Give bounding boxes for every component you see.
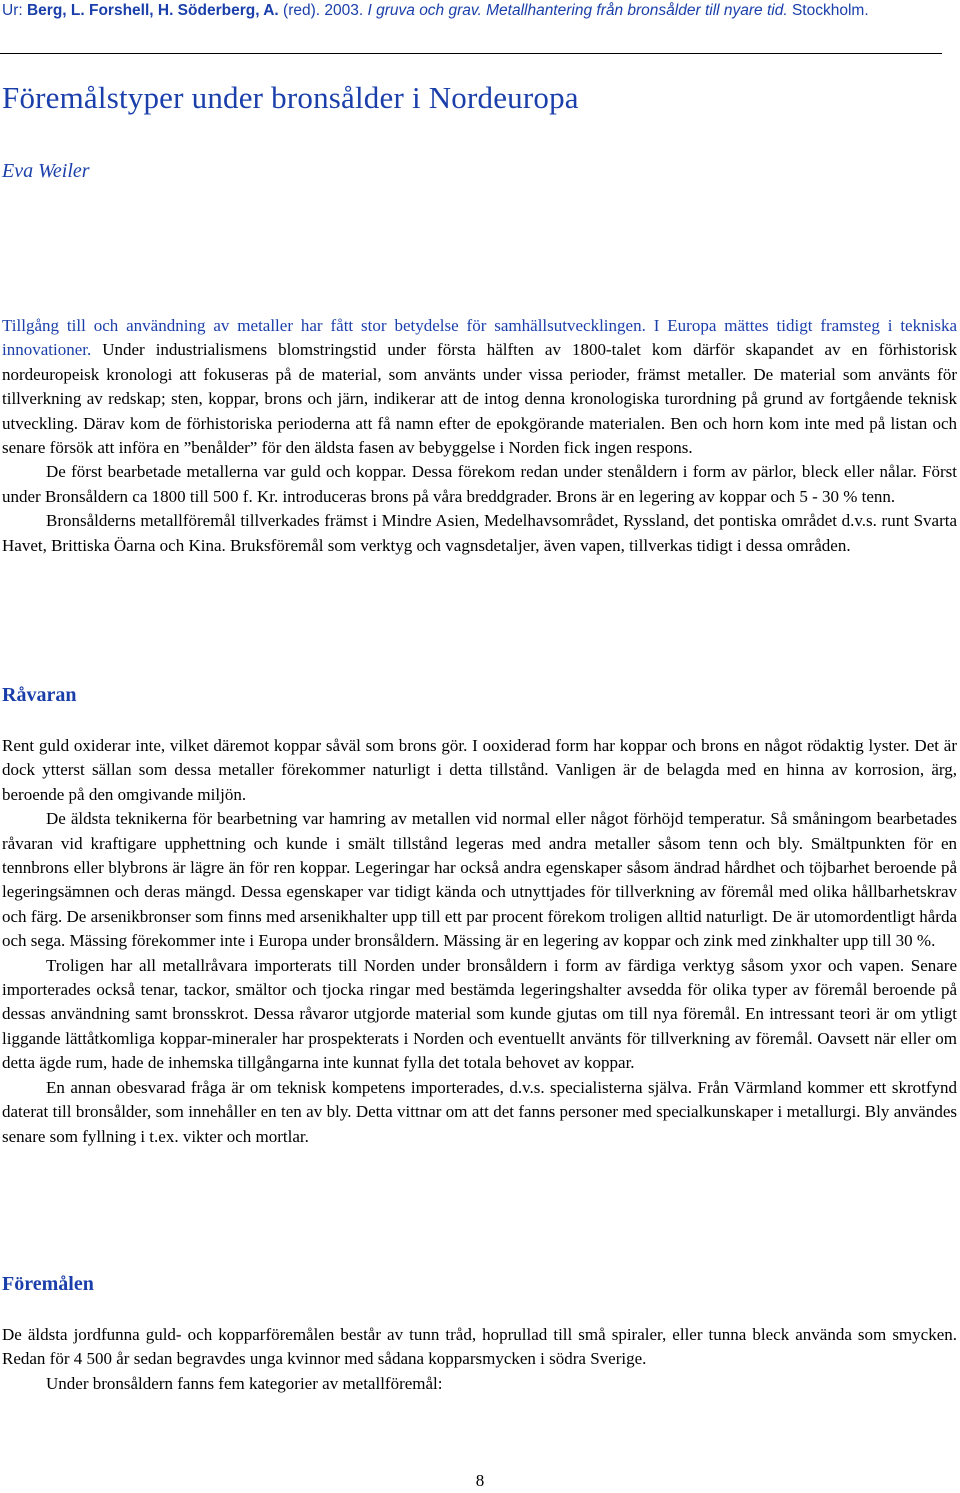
citation-place: Stockholm.: [787, 2, 869, 19]
foremalen-section: [2, 1323, 957, 1396]
intro-paragraph-2: De först bearbetade metallerna var guld och koppar. Dessa förekom redan under stenåldern i form av pärlor, bleck eller nålar. Först under Bronsåldern ca 1800 till 500 f. Kr. introduceras brons på våra breddgrader. Brons är en legering av koppar och 5 - 30 % tenn.: [2, 462, 957, 506]
section-heading-ravaran: Råvaran: [2, 684, 77, 706]
ravaran-paragraph-1: Rent guld oxiderar inte, vilket däremot koppar såväl som brons gör. I ooxiderad form har koppar och brons en något rödaktig lyster. Det är dock ytterst sällan som dessa metaller förekommer naturligt i detta tillstånd. Vanligen är de belagda med en hinna av korrosion, ärg, beroende på den omgivande miljön.: [2, 736, 957, 804]
intro-paragraph-1: [2, 314, 957, 460]
citation-editor-year: (red). 2003.: [278, 2, 368, 19]
header-rule: [0, 53, 942, 54]
article-title: Föremålstyper under bronsålder i Nordeuropa: [2, 80, 579, 115]
intro-paragraph-3: Bronsålderns metallföremål tillverkades främst i Mindre Asien, Medelhavsområdet, Ryssland, det pontiska området d.v.s. runt Svarta Havet, Brittiska Öarna och Kina. Bruksföremål som verktyg och vagnsdetaljer, även vapen, tillverkas tidigt i dessa områden.: [2, 511, 957, 555]
citation-book-title: I gruva och grav. Metallhantering från bronsålder till nyare tid.: [367, 2, 788, 19]
ravaran-paragraph-2: De äldsta teknikerna för bearbetning var hamring av metallen vid normal eller något förhöjd temperatur. Så småningom bearbetades råvaran vid kraftigare upphettning och kunde i smält tillstånd legeras med andra metaller såsom tenn och bly. Smältpunkten för en tennbrons eller blybrons är lägre än för ren koppar. Legeringar har också andra egenskaper såsom ändrad hårdhet och töjbarhet beroende på legeringsämnen och deras mängd. Dessa egenskaper var tidigt kända och utnyttjades för tillverkning av föremål med olika hållbarhetskrav och färg. De arsenikbronser som finns med arsenikhalter upp till ett par procent förekom troligen alltid naturligt. De är utomordentligt hårda och sega. Mässing förekommer inte i Europa under bronsåldern. Mässing är en legering av koppar och zink med zinkhalter upp till 30 %.: [2, 809, 957, 951]
foremalen-paragraph-2: Under bronsåldern fanns fem kategorier av metallföremål:: [46, 1373, 443, 1393]
intro-lead-text: Tillgång till och användning av metaller har fått stor betydelse för samhällsutvecklingen. I Europa mättes tidigt framsteg i tekniska innovationer.: [2, 316, 957, 360]
section-heading-foremalen: Föremålen: [2, 1273, 94, 1295]
ravaran-paragraph-4: En annan obesvarad fråga är om teknisk kompetens importerades, d.v.s. specialisterna själva. Från Värmland kommer ett skrotfynd daterat till bronsålder, som innehåller en ten av bly. Detta vittnar om att det fanns personer med specialkunskaper i metallurgi. Bly användes senare som fyllning i t.ex. vikter och mortlar.: [2, 1077, 957, 1146]
citation-authors: Berg, L. Forshell, H. Söderberg, A.: [26, 2, 279, 19]
article-author: Eva Weiler: [2, 160, 90, 182]
foremalen-paragraph-1: De äldsta jordfunna guld- och kopparföremålen består av tunn tråd, hoprullad till små spiraler, eller tunna bleck använda som smycken. Redan för 4 500 år sedan begravdes unga kvinnor med sådana kopparsmycken i södra Sverige.: [2, 1325, 957, 1369]
citation-prefix: Ur:: [2, 2, 27, 19]
page-number: 8: [475, 1471, 485, 1490]
ravaran-paragraph-3: Troligen har all metallråvara importerats till Norden under bronsåldern i form av färdiga verktyg såsom yxor och vapen. Senare importerades också tenar, tackor, smältor och tjocka ringar med bestämda legeringshalter avsedda för olika typer av föremål beroende på dessas användning samt bronsskrot. Dessa råvaror utgjorde material som kunde gjutas om till nya föremål. En intressant teori är om ytligt liggande lättåtkomliga koppar-mineraler har prospekterats i Norden och eventuellt använts för tillverkning av föremål. Oavsett när eller om detta ägde rum, hade de inhemska tillgångarna inte kunnat fylla det totala behovet av koppar.: [2, 955, 957, 1073]
source-citation: [2, 0, 952, 21]
intro-body-text: Under industrialismens blomstringstid under första hälften av 1800-talet kom därför skapandet av en förhistorisk nordeuropeisk kronologi att fokuseras på de material, som använts under vissa perioder, främst metaller. De material som använts för tillverkning av redskap; sten, koppar, brons och järn, indikerar att de intog denna kronologiska turordning på grund av fortgående teknisk utveckling. Därav kom de förhistoriska perioderna att få namn efter de epokgörande materialen. Ben och horn kom inte med på listan och senare försök att införa en ”benålder” för den äldsta fasen av bebyggelse i Norden fick ingen respons.: [2, 340, 957, 458]
intro-section: [2, 314, 957, 558]
ravaran-section: [2, 734, 957, 1149]
